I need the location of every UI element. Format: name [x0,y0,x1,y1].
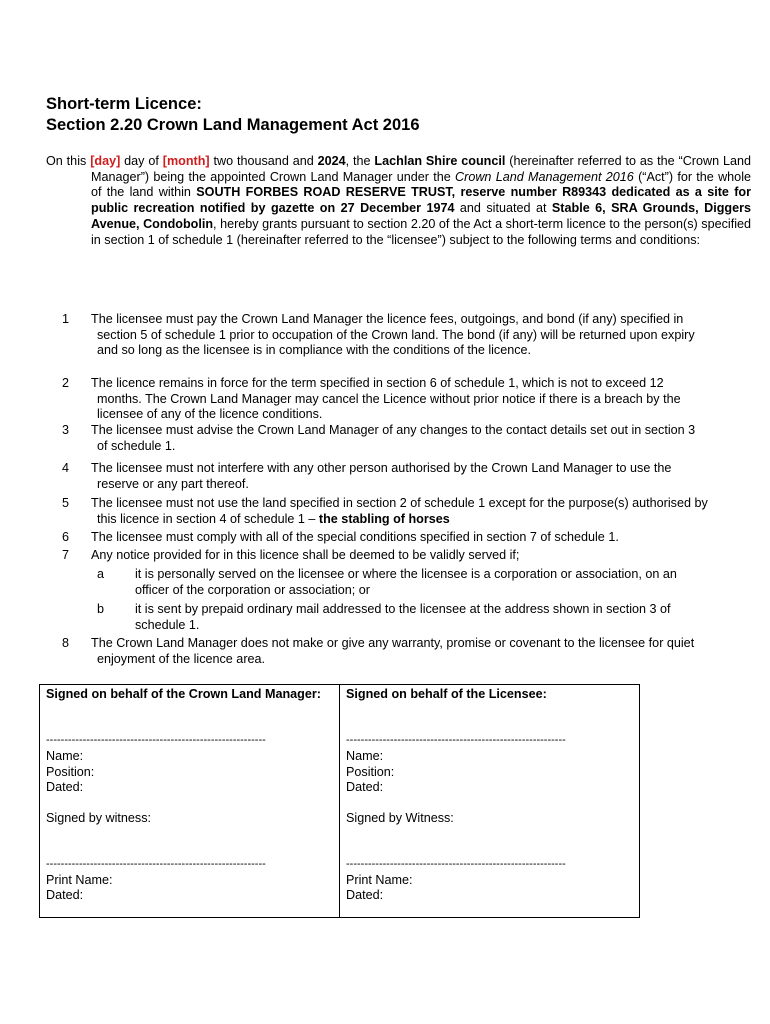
signature-line: ------------------------------------------------------------ [346,734,566,746]
dated-label: Dated: [46,780,84,794]
clause-text: The licensee must advise the Crown Land Manager of any changes to the contact details set out in section 3 of schedule 1. [91,423,696,453]
clause-number: 2 [62,376,70,390]
clause [46,530,708,546]
intro-text: and situated at [454,201,552,216]
subclause-text: it is personally served on the licensee or where the licensee is a corporation or association, on an officer of the corporation or association; or [135,567,677,597]
clause-text: The Crown Land Manager does not make or give any warranty, promise or covenant to the licensee for quiet enjoyment of the licence area. [91,636,695,666]
clause-text: The licensee must not interfere with any other person authorised by the Crown Land Manager to use the reserve or any part thereof. [91,461,672,491]
intro-text: On this [46,154,91,168]
clause [46,376,708,423]
signature-table [39,684,640,918]
clause [46,423,708,454]
land-location: Stable 6, SRA Grounds, Diggers Avenue, Condobolin [91,201,751,231]
witness-label: Signed by Witness: [346,811,454,825]
signature-line: ------------------------------------------------------------ [46,734,266,746]
clause-text: Any notice provided for in this licence shall be deemed to be validly served if; [91,548,520,562]
name-label: Name: [46,749,84,763]
clause [46,312,708,359]
land-description: SOUTH FORBES ROAD RESERVE TRUST, reserve number R89343 dedicated as a site for public recreation notified by gazette on 27 December 1974 [91,185,751,216]
subclause [46,602,708,633]
title-line-1: Short-term Licence: [46,95,202,113]
name-label: Name: [346,749,384,763]
print-name-label: Print Name: [346,873,413,887]
position-label: Position: [46,765,95,779]
clause [46,636,708,667]
subclause-text: it is sent by prepaid ordinary mail addressed to the licensee at the address shown in section 3 of schedule 1. [135,602,671,632]
witness-signature-line: ------------------------------------------------------------ [346,858,566,870]
day-placeholder: [day] [90,154,121,168]
year: 2024 [317,154,346,168]
clause-text [91,496,708,527]
witness-signature-line: ------------------------------------------------------------ [46,858,266,870]
dated-label: Dated: [46,888,84,902]
crown-land-manager-signature-block [40,685,340,918]
subclause [46,567,708,598]
subclause-letter: a [97,567,105,581]
clause-number: 8 [62,636,70,650]
clause-text-main: The licensee must not use the land specified in section 2 of schedule 1 except for the purpose(s) authorised by this licence in section 4 of schedule 1 – [91,496,708,526]
licensee-signature-block [340,685,640,918]
clause-text: The licensee must comply with all of the special conditions specified in section 7 of schedule 1. [91,530,619,544]
clause-number: 6 [62,530,70,544]
document-title [46,94,420,136]
month-placeholder: [month] [162,154,210,168]
intro-text: day of [120,154,163,168]
clause-number: 5 [62,496,70,510]
title-line-2: Section 2.20 Crown Land Management Act 2016 [46,116,420,134]
clause-text: The licensee must pay the Crown Land Manager the licence fees, outgoings, and bond (if any) specified in section 5 of schedule 1 prior to occupation of the Crown land. The bond (if any) will be returned upon expiry and so long as the licensee is in compliance with the conditions of the licence. [91,312,695,358]
signature-heading: Signed on behalf of the Crown Land Manager: [46,687,321,701]
council-name: Lachlan Shire council [374,154,506,168]
clause-number: 7 [62,548,70,562]
act-name: Crown Land Management 2016 [455,169,634,184]
intro-text: (“Act”) for the whole of the land within [91,169,751,200]
clause-number: 1 [62,312,70,326]
position-label: Position: [346,765,395,779]
intro-paragraph [46,154,751,248]
intro-text: two thousand and [209,154,318,168]
intro-text: , hereby grants pursuant to section 2.20 of the Act a short-term licence to the person(s) specified in section 1 of schedule 1 (hereinafter referred to the “licensee”) subject to the following terms and conditions: [91,216,751,247]
subclause-letter: b [97,602,105,616]
intro-text: , the [345,154,375,168]
signature-heading: Signed on behalf of the Licensee: [346,687,547,701]
purpose: the stabling of horses [318,511,450,526]
clause [46,548,708,564]
dated-label: Dated: [346,780,384,794]
print-name-label: Print Name: [46,873,113,887]
clause-number: 4 [62,461,70,475]
dated-label: Dated: [346,888,384,902]
witness-label: Signed by witness: [46,811,152,825]
clause-text: The licence remains in force for the term specified in section 6 of schedule 1, which is not to exceed 12 months. The Crown Land Manager may cancel the Licence without prior notice if there is a breach by the licensee of any of the licence conditions. [91,376,681,422]
clause [46,461,708,492]
intro-text: (hereinafter referred to as the “Crown Land Manager”) being the appointed Crown Land Manager under the [91,154,751,184]
clause-number: 3 [62,423,70,437]
clause [46,496,708,527]
